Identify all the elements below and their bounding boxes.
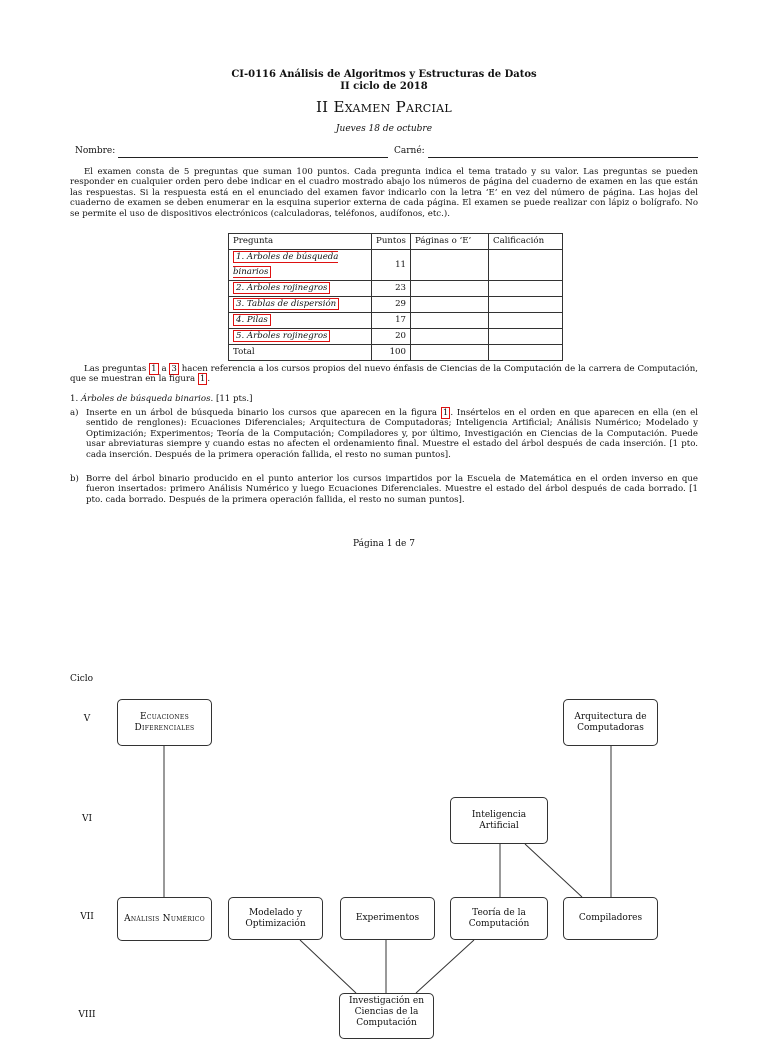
item-text: . Insértelos en el orden en que aparecen en ella (en el sentido de renglones): Ecuaciones Diferenciales; Arquitectura de Computadoras; Inteligencia Artificial; Análisis Numérico; Modelado y Optimización; Experimentos; Teoría de la Computación; Compiladores y, por último, Investigación en Ciencias de la Computación. Puede usar abreviaturas siempre y cuando estas no afecten el ordenamiento final. Muestre el estado del árbol después de cada inserción. [1 pto. cada inserción. Después de la primera operación fallida, el resto no suman puntos].: [86, 408, 698, 460]
item-marker: a): [70, 408, 79, 418]
carne-label: Carné:: [394, 146, 425, 156]
header-paginas: Páginas o ‘E’: [411, 234, 489, 250]
row-label-vi: VI: [81, 814, 93, 824]
ref-link-1[interactable]: 1: [151, 364, 157, 374]
points-cell: 17: [372, 313, 411, 329]
question-link[interactable]: 3. Tablas de dispersión: [233, 298, 339, 310]
ciclo-label: Ciclo: [70, 674, 94, 684]
node-investigacion: Investigación en Ciencias de la Computación: [339, 993, 434, 1039]
para-text: a: [158, 364, 170, 374]
points-cell: 11: [372, 250, 411, 281]
row-label-viii: VIII: [78, 1010, 96, 1020]
question-link[interactable]: 2. Árboles rojinegros: [233, 282, 330, 294]
question-link[interactable]: 4. Pilas: [233, 314, 271, 326]
para-text: Las preguntas: [84, 364, 150, 374]
node-arquitectura: Arquitectura de Computadoras: [563, 699, 658, 746]
name-label: Nombre:: [75, 146, 116, 156]
exam-title: II Examen Parcial: [315, 98, 453, 116]
row-label-vii: VII: [80, 912, 94, 922]
points-cell: 23: [372, 281, 411, 297]
question-points: [11 pts.]: [215, 394, 253, 404]
intro-paragraph: El examen consta de 5 preguntas que suman 100 puntos. Cada pregunta indica el tema tratado y su valor. Las preguntas se pueden responder en cualquier orden pero debe indicar en el cuadro mostrado abajo los números de página del cuaderno de examen en las que están las respuestas. Si la respuesta está en el enunciado del examen favor indicarlo con la letra ‘E’ en vez del número de página. Las hojas del cuaderno de examen se deben enumerar en la esquina superior externa de cada página. El examen se puede realizar con lápiz o bolígrafo. No se permite el uso de dispositivos electrónicos (calculadoras, teléfonos, audífonos, etc.).: [70, 167, 698, 219]
item-text: Inserte en un árbol de búsqueda binario los cursos que aparecen en la figura: [86, 408, 441, 418]
node-experimentos: Experimentos: [340, 897, 435, 940]
item-text: Borre del árbol binario producido en el punto anterior los cursos impartidos por la Escuela de Matemática en el orden inverso en que fueron insertados: primero Análisis Numérico y luego Ecuaciones Diferenciales. Muestre el estado del árbol después de cada borrado. [1 pto. cada borrado. Después de la primera operación fallida, el resto no suman puntos].: [86, 474, 698, 505]
ref-link-3[interactable]: 3: [171, 364, 177, 374]
node-teoria: Teoría de la Computación: [450, 897, 548, 940]
node-analisis: Análisis Numérico: [117, 897, 212, 941]
total-value: 100: [372, 345, 411, 361]
edge-inteligencia-compiladores: [525, 844, 582, 897]
node-ecuaciones: Ecuaciones Diferenciales: [117, 699, 212, 746]
question-title: Árboles de búsqueda binarios.: [80, 394, 214, 404]
edge-teoria-investigacion: [416, 940, 474, 993]
question-number: 1.: [70, 394, 79, 404]
node-inteligencia: Inteligencia Artificial: [450, 797, 548, 844]
question-link[interactable]: 1. Árboles de búsqueda binarios: [233, 252, 339, 277]
ref-figure-1[interactable]: 1: [199, 374, 206, 385]
header-puntos: Puntos: [372, 234, 411, 250]
page-number: Página 1 de 7: [353, 539, 415, 549]
header-pregunta: Pregunta: [229, 234, 372, 250]
exam-date: Jueves 18 de octubre: [335, 124, 433, 134]
header-calificacion: Calificación: [489, 234, 563, 250]
points-cell: 29: [372, 297, 411, 313]
para-text: hacen referencia a los cursos propios del nuevo énfasis de Ciencias de la Computación de la carrera de Computación, que se muestran en la figura: [70, 364, 698, 385]
points-cell: 20: [372, 329, 411, 345]
item-marker: b): [70, 474, 79, 484]
node-modelado: Modelado y Optimización: [228, 897, 323, 940]
ref-figure-1[interactable]: 1: [442, 408, 449, 418]
course-title: CI-0116 Análisis de Algoritmos y Estructuras de Datos: [231, 69, 537, 80]
edge-modelado-investigacion: [300, 940, 356, 993]
para-text: .: [207, 374, 211, 385]
node-compiladores: Compiladores: [563, 897, 658, 940]
total-label: Total: [229, 345, 372, 361]
cycle-label: II ciclo de 2018: [340, 81, 428, 92]
row-label-v: V: [83, 714, 91, 724]
question-link[interactable]: 5. Árboles rojinegros: [233, 330, 330, 342]
